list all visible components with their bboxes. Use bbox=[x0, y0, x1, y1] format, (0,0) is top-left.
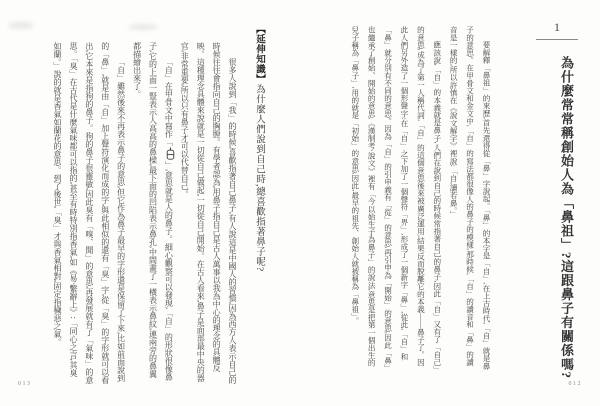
paragraph-text: 「自」在甲骨文中寫作「 bbox=[164, 58, 174, 146]
chapter-title: 為什麼常常稱創始人為「鼻祖」?這跟鼻子有關係嗎? bbox=[559, 56, 574, 379]
paragraph: 應該說,「自」的本義就是鼻子,人們在說到自己的時候常指著自己的鼻子,因此「自」又有了「自己」的意思,成為了第一人稱代詞,「自」的這個意思後來被廣泛運用,結果反而脫離它的本義——鼻子了。因此人們另外造了一個形聲字:在「自」之下加了一個聲符「畀」,形成了一個新字「鼻」,從此,「自」和「鼻」就分別有不同的意思。因為「自」的引申義有「從」的意思,再引申為「開始」的意思,因此「鼻」也繼承了創始、開始的意思,《漢制考‧說文》裡有「今以始生子為鼻子」的說法,意思是把第一個出生的兒子稱為「鼻子」,用的就是「初始」的意思,因此,最早的祖先、創始人就被稱為「鼻祖」。 bbox=[350, 26, 442, 372]
section-header bbox=[252, 24, 266, 374]
chapter-body-text bbox=[326, 26, 494, 372]
paragraph: 「自」雖然後來不再表示鼻子的意思,但它作為鼻子最早的字形還是保留了下來,比如前面說到的「鼻」,就是由「自」加上聲符演化而成的字,與此相似的還有「臭」字,從「臭」的字形就可以看出,它本來是指狗的鼻子。狗的鼻子很靈敏,因此臭有「嗅、聞」的意思,再發展就有了「氣味」的意思。「臭」在古代是什麼氣味都可以指的,甚至有時特別指香氣,如《易‧繫辭上》:「同心之言,其臭如蘭。」說的就是香氣如蘭花的意思。到了後世,「臭」才與香氣相對,固定指穢惡之氣。 bbox=[53, 42, 126, 384]
chapter-number: 1 bbox=[536, 20, 578, 40]
section-body-text bbox=[32, 42, 240, 384]
oracle-bone-zi-icon bbox=[166, 147, 175, 160]
section-question: 為什麼人們說到自己時,總喜歡指著鼻子呢? bbox=[254, 84, 264, 272]
paragraph bbox=[129, 42, 177, 384]
paragraph: 要解釋「鼻祖」的來歷,首先還得從「鼻」字說起。「鼻」的本字是「自」,在上古時代,「自」就是鼻子的意思。在甲骨文和金文中,「自」的寫法都很像人的鼻子的模樣,那時候,「自」的讀音和「鼻」的讀音是一樣的,所以許慎在《說文解字》裡說:「自,讀若鼻。」 bbox=[449, 26, 491, 370]
page-right bbox=[300, 0, 600, 406]
paragraph-text: 」,意思就是人的鼻子。細心觀察可以發現,「自」的形狀很像鼻子,它的上面一豎表示人高高的鼻樑,最下面的凹陷表示鼻孔,中間畫了一橫表示鼻紋,連兩旁的鼻翼都描繪出來了。 bbox=[132, 42, 174, 381]
page-number-left: 013 bbox=[18, 381, 32, 387]
chapter-number-block bbox=[536, 20, 578, 40]
section-label: 【延伸知識】 bbox=[254, 24, 264, 84]
paragraph: 很多人說到「我」的時候,喜歡指著自己鼻子,有人說這是中國人的習慣,因為西方人表示自己的時候往往會指向自己的胸膛。有學者認為,用鼻子指自己是古人萬事以我為中心的理念的具體反映。這種理念具體來說就是一切從自己做起,一切從自己開始。在古人看來,鼻子是面部最中央的器官,非常重要,所以只有鼻子才可以代替自己。 bbox=[180, 42, 237, 384]
page-number-right: 012 bbox=[568, 381, 582, 387]
